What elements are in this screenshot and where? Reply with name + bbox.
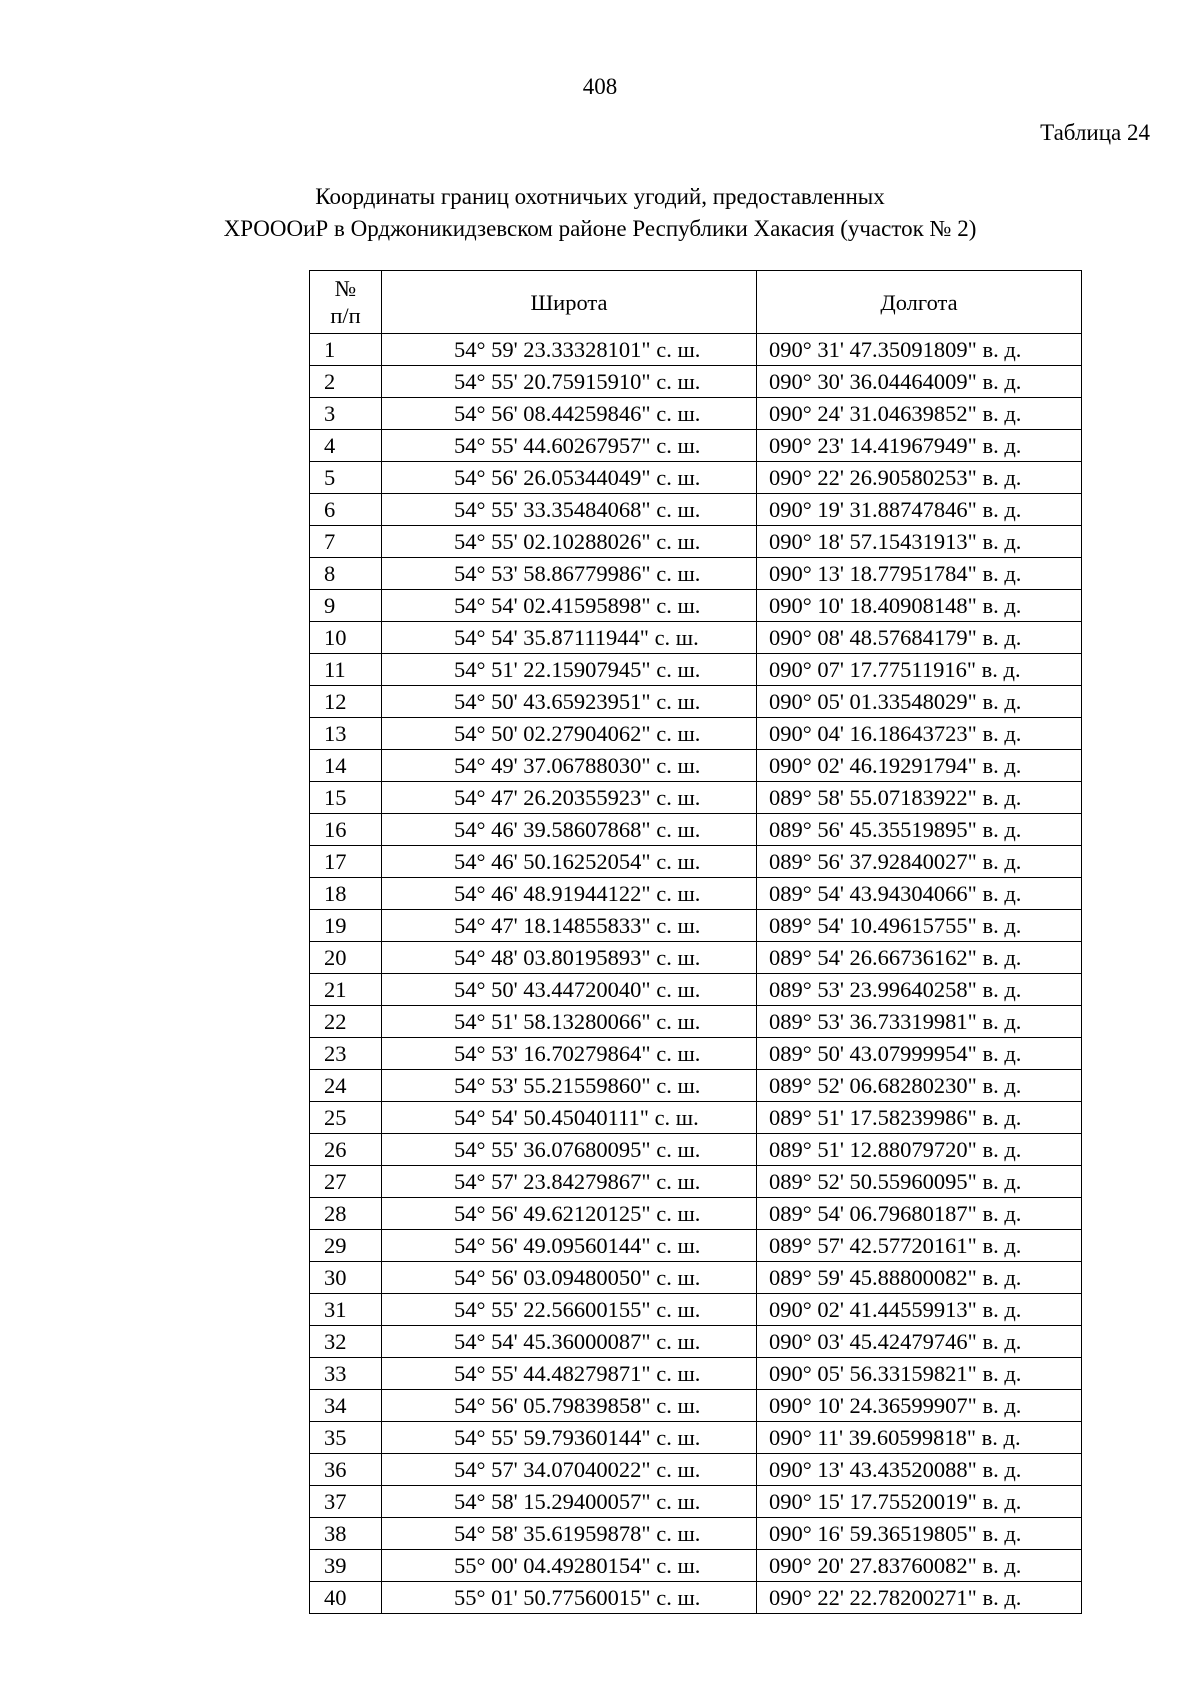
header-number [310,271,382,334]
longitude-cell: 089° 53' 23.99640258" в. д. [757,974,1082,1006]
longitude-cell: 090° 19' 31.88747846" в. д. [757,494,1082,526]
latitude-cell: 54° 55' 33.35484068" с. ш. [382,494,757,526]
row-number-cell: 2 [310,366,382,398]
longitude-cell: 090° 16' 59.36519805" в. д. [757,1518,1082,1550]
row-number-cell: 29 [310,1230,382,1262]
latitude-cell: 54° 55' 36.07680095" с. ш. [382,1134,757,1166]
longitude-cell: 089° 58' 55.07183922" в. д. [757,782,1082,814]
page-number: 408 [582,74,618,99]
latitude-cell: 54° 55' 02.10288026" с. ш. [382,526,757,558]
longitude-cell: 089° 51' 12.88079720" в. д. [757,1134,1082,1166]
longitude-cell: 089° 56' 37.92840027" в. д. [757,846,1082,878]
table-row [310,430,1082,462]
longitude-cell: 090° 03' 45.42479746" в. д. [757,1326,1082,1358]
longitude-cell: 089° 54' 06.79680187" в. д. [757,1198,1082,1230]
latitude-cell: 54° 50' 02.27904062" с. ш. [382,718,757,750]
latitude-cell: 54° 47' 18.14855833" с. ш. [382,910,757,942]
latitude-cell: 54° 57' 34.07040022" с. ш. [382,1454,757,1486]
row-number-cell: 1 [310,334,382,366]
table-row [310,686,1082,718]
row-number-cell: 4 [310,430,382,462]
latitude-cell: 54° 56' 49.09560144" с. ш. [382,1230,757,1262]
table-row [310,526,1082,558]
latitude-cell: 54° 58' 15.29400057" с. ш. [382,1486,757,1518]
longitude-cell: 090° 02' 41.44559913" в. д. [757,1294,1082,1326]
longitude-cell: 089° 56' 45.35519895" в. д. [757,814,1082,846]
row-number-cell: 9 [310,590,382,622]
row-number-cell: 12 [310,686,382,718]
table-row [310,1486,1082,1518]
longitude-cell: 089° 50' 43.07999954" в. д. [757,1038,1082,1070]
row-number-cell: 14 [310,750,382,782]
latitude-cell: 54° 49' 37.06788030" с. ш. [382,750,757,782]
latitude-cell: 54° 55' 22.56600155" с. ш. [382,1294,757,1326]
table-row [310,782,1082,814]
table-row [310,1422,1082,1454]
longitude-cell: 089° 57' 42.57720161" в. д. [757,1230,1082,1262]
header-number-symbol: № [334,276,357,301]
document-title [0,181,1200,245]
table-row [310,1390,1082,1422]
table-row [310,398,1082,430]
longitude-cell: 089° 52' 50.55960095" в. д. [757,1166,1082,1198]
row-number-cell: 7 [310,526,382,558]
row-number-cell: 38 [310,1518,382,1550]
row-number-cell: 30 [310,1262,382,1294]
row-number-cell: 21 [310,974,382,1006]
latitude-cell: 54° 51' 22.15907945" с. ш. [382,654,757,686]
latitude-cell: 55° 00' 04.49280154" с. ш. [382,1550,757,1582]
longitude-cell: 090° 31' 47.35091809" в. д. [757,334,1082,366]
table-row [310,1518,1082,1550]
longitude-cell: 089° 51' 17.58239986" в. д. [757,1102,1082,1134]
row-number-cell: 16 [310,814,382,846]
table-row [310,974,1082,1006]
table-row [310,846,1082,878]
latitude-cell: 54° 56' 05.79839858" с. ш. [382,1390,757,1422]
latitude-cell: 54° 59' 23.33328101" с. ш. [382,334,757,366]
table-row [310,814,1082,846]
table-row [310,334,1082,366]
latitude-cell: 54° 53' 58.86779986" с. ш. [382,558,757,590]
table-row [310,462,1082,494]
longitude-cell: 090° 07' 17.77511916" в. д. [757,654,1082,686]
table-row [310,1358,1082,1390]
latitude-cell: 54° 51' 58.13280066" с. ш. [382,1006,757,1038]
longitude-cell: 090° 13' 18.77951784" в. д. [757,558,1082,590]
row-number-cell: 22 [310,1006,382,1038]
row-number-cell: 39 [310,1550,382,1582]
row-number-cell: 33 [310,1358,382,1390]
latitude-cell: 54° 54' 02.41595898" с. ш. [382,590,757,622]
table-row [310,1550,1082,1582]
longitude-cell: 089° 54' 26.66736162" в. д. [757,942,1082,974]
table-row [310,910,1082,942]
row-number-cell: 5 [310,462,382,494]
row-number-cell: 40 [310,1582,382,1614]
latitude-cell: 54° 56' 03.09480050" с. ш. [382,1262,757,1294]
row-number-cell: 34 [310,1390,382,1422]
latitude-cell: 54° 46' 48.91944122" с. ш. [382,878,757,910]
table-row [310,878,1082,910]
table-row [310,1070,1082,1102]
latitude-cell: 55° 01' 50.77560015" с. ш. [382,1582,757,1614]
longitude-cell: 090° 22' 26.90580253" в. д. [757,462,1082,494]
latitude-cell: 54° 55' 20.75915910" с. ш. [382,366,757,398]
table-row [310,718,1082,750]
longitude-cell: 089° 54' 10.49615755" в. д. [757,910,1082,942]
latitude-cell: 54° 56' 08.44259846" с. ш. [382,398,757,430]
row-number-cell: 20 [310,942,382,974]
table-row [310,1038,1082,1070]
longitude-cell: 090° 10' 18.40908148" в. д. [757,590,1082,622]
longitude-cell: 090° 13' 43.43520088" в. д. [757,1454,1082,1486]
longitude-cell: 090° 15' 17.75520019" в. д. [757,1486,1082,1518]
table-body [310,334,1082,1614]
longitude-cell: 090° 24' 31.04639852" в. д. [757,398,1082,430]
row-number-cell: 36 [310,1454,382,1486]
latitude-cell: 54° 56' 49.62120125" с. ш. [382,1198,757,1230]
longitude-cell: 090° 04' 16.18643723" в. д. [757,718,1082,750]
latitude-cell: 54° 55' 44.60267957" с. ш. [382,430,757,462]
longitude-cell: 090° 10' 24.36599907" в. д. [757,1390,1082,1422]
row-number-cell: 26 [310,1134,382,1166]
longitude-cell: 090° 22' 22.78200271" в. д. [757,1582,1082,1614]
row-number-cell: 8 [310,558,382,590]
coordinates-table [309,270,1082,1614]
table-row [310,1198,1082,1230]
latitude-cell: 54° 47' 26.20355923" с. ш. [382,782,757,814]
table-row [310,590,1082,622]
longitude-cell: 090° 08' 48.57684179" в. д. [757,622,1082,654]
latitude-cell: 54° 53' 16.70279864" с. ш. [382,1038,757,1070]
header-longitude: Долгота [757,271,1082,334]
longitude-cell: 089° 59' 45.88800082" в. д. [757,1262,1082,1294]
row-number-cell: 11 [310,654,382,686]
longitude-cell: 090° 23' 14.41967949" в. д. [757,430,1082,462]
table-row [310,1134,1082,1166]
latitude-cell: 54° 46' 39.58607868" с. ш. [382,814,757,846]
table-row [310,1262,1082,1294]
latitude-cell: 54° 46' 50.16252054" с. ш. [382,846,757,878]
latitude-cell: 54° 48' 03.80195893" с. ш. [382,942,757,974]
row-number-cell: 31 [310,1294,382,1326]
latitude-cell: 54° 56' 26.05344049" с. ш. [382,462,757,494]
table-row [310,654,1082,686]
latitude-cell: 54° 54' 35.87111944" с. ш. [382,622,757,654]
row-number-cell: 24 [310,1070,382,1102]
table-row [310,942,1082,974]
row-number-cell: 27 [310,1166,382,1198]
table-row [310,1582,1082,1614]
table-row [310,1294,1082,1326]
latitude-cell: 54° 57' 23.84279867" с. ш. [382,1166,757,1198]
table-row [310,1454,1082,1486]
latitude-cell: 54° 53' 55.21559860" с. ш. [382,1070,757,1102]
table-row [310,558,1082,590]
longitude-cell: 090° 05' 56.33159821" в. д. [757,1358,1082,1390]
header-number-abbr: п/п [330,303,361,328]
longitude-cell: 090° 05' 01.33548029" в. д. [757,686,1082,718]
latitude-cell: 54° 55' 44.48279871" с. ш. [382,1358,757,1390]
row-number-cell: 32 [310,1326,382,1358]
latitude-cell: 54° 54' 45.36000087" с. ш. [382,1326,757,1358]
latitude-cell: 54° 50' 43.44720040" с. ш. [382,974,757,1006]
longitude-cell: 090° 18' 57.15431913" в. д. [757,526,1082,558]
row-number-cell: 19 [310,910,382,942]
latitude-cell: 54° 54' 50.45040111" с. ш. [382,1102,757,1134]
table-header-row [310,271,1082,334]
table-row [310,366,1082,398]
longitude-cell: 089° 54' 43.94304066" в. д. [757,878,1082,910]
table-row [310,1102,1082,1134]
longitude-cell: 090° 20' 27.83760082" в. д. [757,1550,1082,1582]
longitude-cell: 090° 11' 39.60599818" в. д. [757,1422,1082,1454]
title-line-2: ХРОООиР в Орджоникидзевском районе Республики Хакасия (участок № 2) [223,216,977,241]
longitude-cell: 090° 02' 46.19291794" в. д. [757,750,1082,782]
table-row [310,1006,1082,1038]
header-latitude: Широта [382,271,757,334]
row-number-cell: 23 [310,1038,382,1070]
row-number-cell: 17 [310,846,382,878]
row-number-cell: 18 [310,878,382,910]
table-label: Таблица 24 [1040,120,1150,145]
latitude-cell: 54° 58' 35.61959878" с. ш. [382,1518,757,1550]
table-row [310,1326,1082,1358]
table-row [310,1166,1082,1198]
longitude-cell: 089° 53' 36.73319981" в. д. [757,1006,1082,1038]
latitude-cell: 54° 50' 43.65923951" с. ш. [382,686,757,718]
table-row [310,494,1082,526]
row-number-cell: 3 [310,398,382,430]
row-number-cell: 10 [310,622,382,654]
row-number-cell: 25 [310,1102,382,1134]
row-number-cell: 28 [310,1198,382,1230]
row-number-cell: 15 [310,782,382,814]
longitude-cell: 089° 52' 06.68280230" в. д. [757,1070,1082,1102]
table-row [310,750,1082,782]
row-number-cell: 37 [310,1486,382,1518]
latitude-cell: 54° 55' 59.79360144" с. ш. [382,1422,757,1454]
row-number-cell: 35 [310,1422,382,1454]
row-number-cell: 6 [310,494,382,526]
row-number-cell: 13 [310,718,382,750]
table-row [310,1230,1082,1262]
table-row [310,622,1082,654]
title-line-1: Координаты границ охотничьих угодий, предоставленных [315,184,885,209]
longitude-cell: 090° 30' 36.04464009" в. д. [757,366,1082,398]
